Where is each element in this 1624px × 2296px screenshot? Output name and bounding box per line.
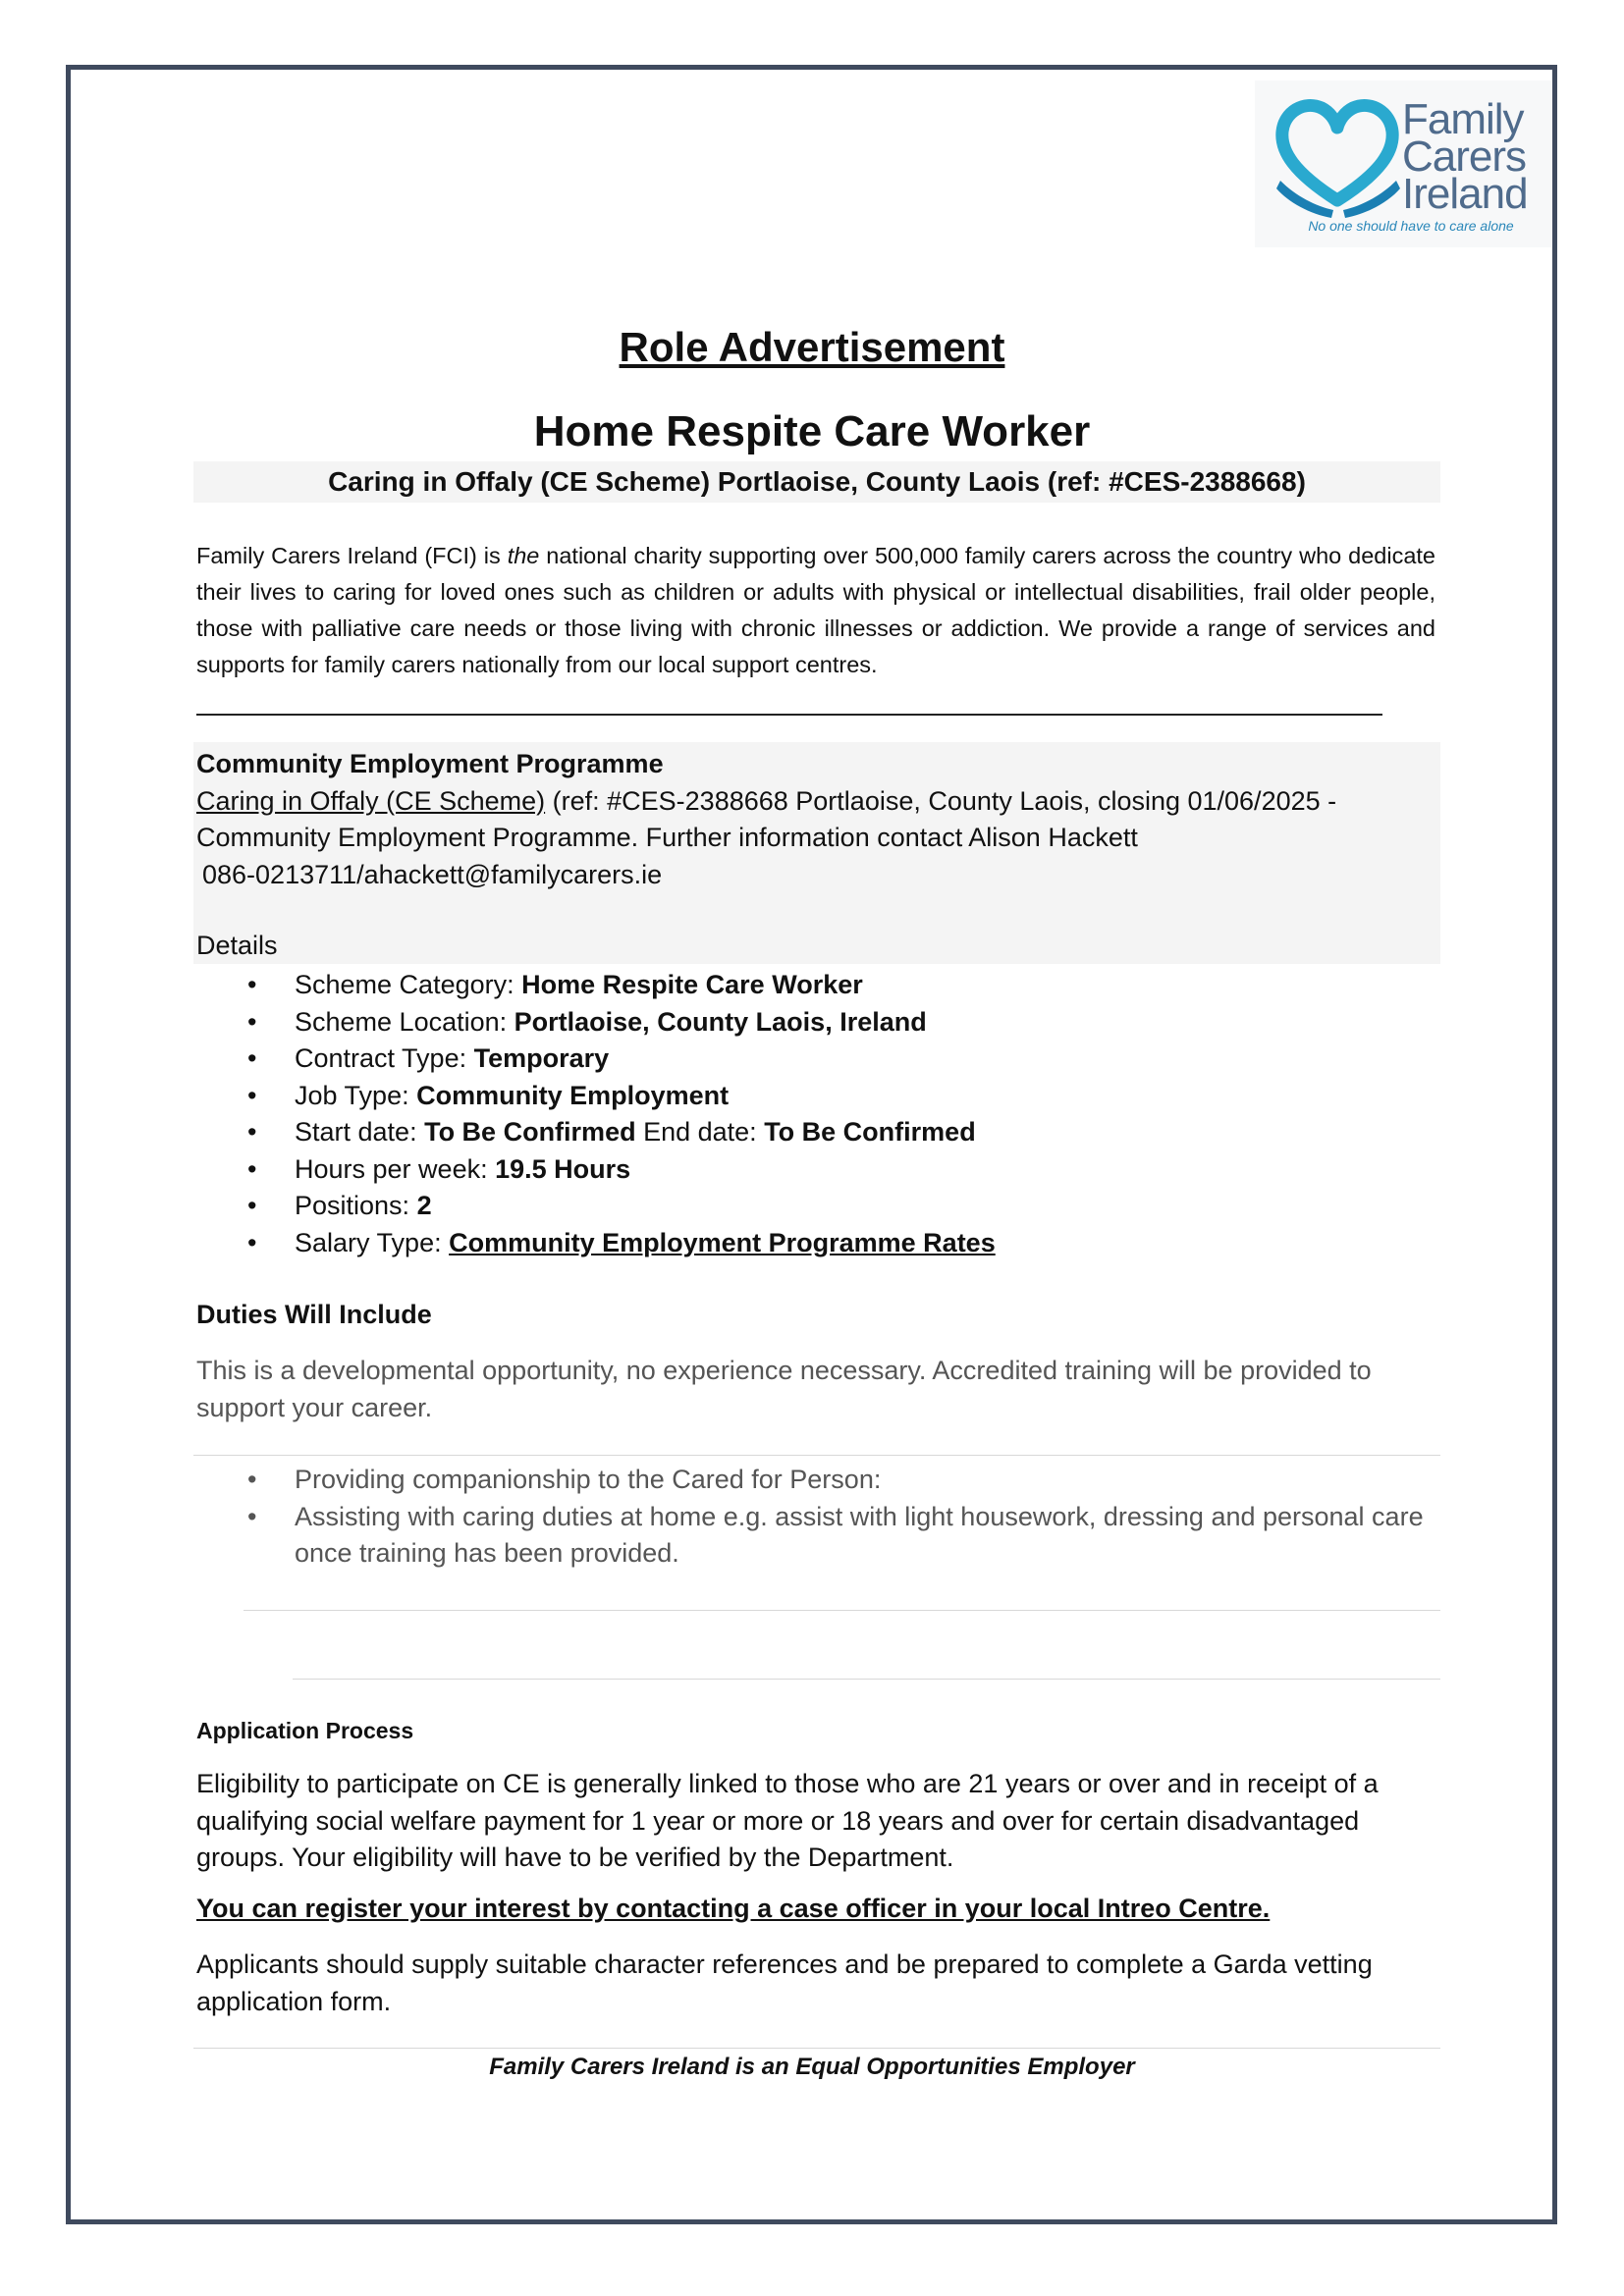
eligibility-paragraph: Eligibility to participate on CE is generally linked to those who are 21 years or over and in receipt of a qualifying social welfare payment for 1 year or more or 18 years and over for certain disadvantaged groups. Your eligibility will have to be verified by the Department. [196,1769,1379,1872]
ce-reference: (ref: #CES-2388668 Portlaoise, County Laois, closing 01/06/2025 - Community Employment Programme. Further information contact Alison Hackett [196,785,1337,852]
intro-text-1: Family Carers Ireland (FCI) is [196,543,508,568]
list-item: • Positions: 2 [196,1188,1435,1225]
list-item: • Hours per week: 19.5 Hours [196,1151,1435,1189]
list-item: • Contract Type: Temporary [196,1041,1435,1078]
list-item: • Scheme Location: Portlaoise, County Laois, Ireland [196,1004,1435,1041]
divider [293,1679,1440,1680]
equal-opportunities-statement: Family Carers Ireland is an Equal Opportunities Employer [489,2054,1135,2080]
role-advertisement-heading: Role Advertisement [619,324,1005,370]
divider [193,1455,1440,1456]
logo-word-carers: Carers [1402,133,1527,181]
list-item: • Assisting with caring duties at home e.g. assist with light housework, dressing and personal care once training has been provided. [196,1499,1435,1573]
list-item: • Scheme Category: Home Respite Care Worker [196,967,1435,1004]
duties-heading: Duties Will Include [196,1300,432,1329]
logo-tagline: No one should have to care alone [1308,218,1514,234]
application-process-heading: Application Process [196,1718,414,1743]
duties-list [196,1462,1435,1573]
logo-word-family: Family [1402,95,1524,143]
list-item: • Start date: To Be Confirmed End date: To Be Confirmed [196,1114,1435,1151]
scheme-link[interactable]: Caring in Offaly (CE Scheme) [196,785,546,816]
family-carers-ireland-logo [1255,80,1551,247]
applicants-paragraph: Applicants should supply suitable character references and be prepared to complete a Garda vetting application form. [196,1949,1373,2016]
intro-text-2: national charity supporting over 500,000 family carers across the country who dedicate their lives to caring for loved ones such as children or adults with physical or intellectual disabilities, frail older people, those with palliative care needs or those living with chronic illnesses or addiction. We provide a range of services and supports for family carers nationally from our local support centres. [196,543,1435,677]
duties-intro: This is a developmental opportunity, no experience necessary. Accredited training will be provided to support your career. [196,1356,1372,1422]
details-list [196,967,1435,1261]
salary-type-link[interactable]: Community Employment Programme Rates [449,1227,996,1257]
job-subline: Caring in Offaly (CE Scheme) Portlaoise, County Laois (ref: #CES-2388668) [193,461,1440,503]
logo-word-ireland: Ireland [1402,170,1528,218]
ce-details [196,783,1435,857]
separator-line [196,714,1382,716]
register-interest-text: You can register your interest by contacting a case officer in your local Intreo Centre. [196,1894,1271,1923]
list-item: • Salary Type: Community Employment Programme Rates [196,1225,1435,1262]
divider [244,1610,1440,1611]
heart-hands-icon [1274,94,1402,218]
intro-emphasis: the [507,543,540,568]
ce-heading: Community Employment Programme [196,749,664,778]
details-label: Details [196,931,278,960]
list-item: • Providing companionship to the Cared for Person: [196,1462,1435,1499]
ce-contact: 086-0213711/ahackett@familycarers.ie [202,859,663,889]
intro-paragraph [196,538,1435,683]
list-item: • Job Type: Community Employment [196,1078,1435,1115]
job-title: Home Respite Care Worker [533,407,1091,455]
divider [193,2048,1440,2049]
ce-programme-section [196,746,1435,893]
